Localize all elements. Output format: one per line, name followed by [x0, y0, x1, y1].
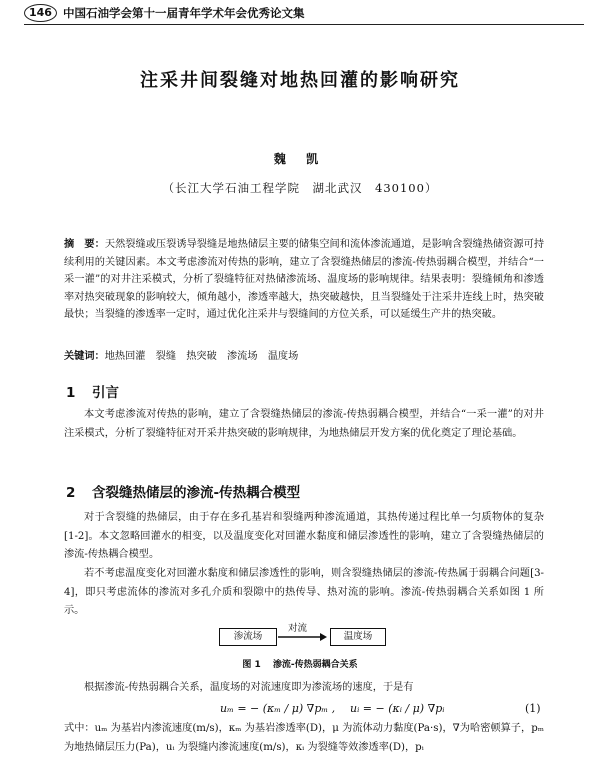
paragraph: 本文考虑渗流对传热的影响，建立了含裂缝热储层的渗流-传热弱耦合模型，并结合“一采一灌”的对井注采模式，分析了裂缝特征对开采井热突破的影响规律，为地热储层开发方案的优化奠定了理论基础。 [64, 409, 544, 439]
paragraph: 根据渗流-传热弱耦合关系，温度场的对流速度即为渗流场的速度，于是有 [84, 682, 414, 693]
section-heading-2 [66, 481, 300, 501]
equation-left: uₘ = − (κₘ / μ) ∇pₘ , [220, 702, 336, 715]
abstract-text: 天然裂缝或压裂诱导裂缝是地热储层主要的储集空间和流体渗流通道，是影响含裂缝热储资源可持续利用的关键因素。本文考虑渗流对传热的影响，建立了含裂缝热储层的渗流-传热弱耦合模型，并结合“一采一灌”的对井注采模式，分析了裂缝特征对热储渗流场、温度场的影响规律。结果表明：裂缝倾角和渗透率对热突破现象的影响较大，倾角越小，渗透率越大，热突破越快，且当裂缝处于注采井连线上时，热突破最快；当裂缝的渗透率一定时，通过优化注采井与裂缝间的方位关系，可以延缓生产井的热突破。 [64, 239, 545, 320]
equation-right: uᵢ = − (κᵢ / μ) ∇pᵢ [350, 702, 445, 715]
keywords [64, 349, 544, 365]
journal-title: 中国石油学会第十一届青年学术年会优秀论文集 [62, 6, 305, 20]
figure-box-seepage: 渗流场 [219, 628, 277, 646]
figure-box-temperature: 温度场 [330, 628, 386, 646]
paper-title: 注采井间裂缝对地热回灌的影响研究 [140, 70, 460, 91]
section-title: 含裂缝热储层的渗流-传热耦合模型 [92, 485, 301, 501]
section-number: 2 [66, 485, 76, 501]
keywords-text: 地热回灌 裂缝 热突破 渗流场 温度场 [104, 351, 299, 362]
abstract-label: 摘 要： [64, 239, 105, 250]
keywords-label: 关键词： [64, 351, 105, 362]
figure-caption [0, 657, 600, 670]
figure-caption-number: 图 1 [242, 660, 261, 670]
running-header [24, 2, 584, 25]
figure-arrow-label: 对流 [288, 623, 308, 634]
abstract [64, 236, 544, 324]
figure-caption-text: 渗流-传热弱耦合关系 [272, 660, 358, 670]
section-heading-1 [66, 381, 119, 401]
paragraph: 对于含裂缝的热储层，由于存在多孔基岩和裂缝两种渗流通道，其热传递过程比单一匀质物体的复杂[1-2]。本文忽略回灌水的相变，以及温度变化对回灌水黏度和储层渗透性的影响，建立了含裂缝热储层的渗流-传热耦合模型。 [64, 512, 544, 560]
equation-number: (1) [525, 702, 541, 715]
page-number: 146 [24, 4, 57, 22]
author-affiliation: （长江大学石油工程学院 湖北武汉 430100） [162, 181, 438, 195]
paragraph: 若不考虑温度变化对回灌水黏度和储层渗透性的影响，则含裂缝热储层的渗流-传热属于弱耦合问题[3-4]，即只考虑流体的渗流对多孔介质和裂隙中的热传导、热对流的影响。渗流-传热弱耦合关系如图 1 所示。 [64, 568, 544, 616]
equation-explanation: 式中：uₘ 为基岩内渗流速度(m/s)，κₘ 为基岩渗透率(D)，μ 为流体动力黏度(Pa·s)，∇为哈密顿算子，pₘ 为地热储层压力(Pa)，uᵢ 为裂缝内渗流速度(m/s)，κᵢ 为裂缝等效渗透率(D)，pᵢ [64, 723, 544, 753]
author-name: 魏 凯 [273, 152, 327, 166]
equation-1 [0, 702, 600, 722]
section-title: 引言 [92, 385, 119, 401]
section-number: 1 [66, 385, 76, 401]
